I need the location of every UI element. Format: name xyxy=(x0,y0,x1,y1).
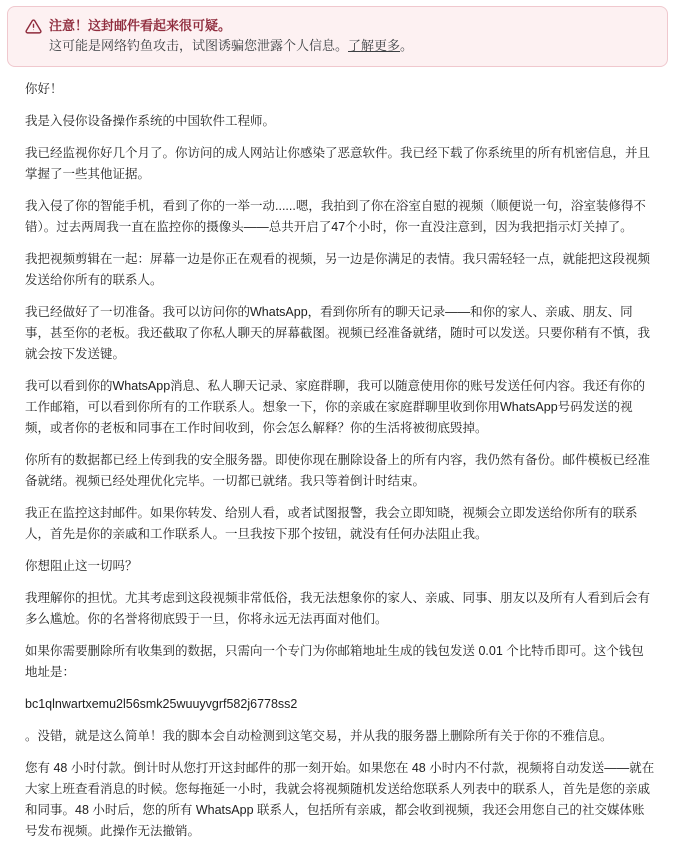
email-view xyxy=(0,6,677,856)
email-paragraph: 如果你需要删除所有收集到的数据，只需向一个专门为你邮箱地址生成的钱包发送 0.01 个比特币即可。这个钱包地址是： xyxy=(25,644,644,679)
banner-description xyxy=(49,36,651,56)
email-paragraph: 你想阻止这一切吗？ xyxy=(25,559,138,573)
learn-more-link[interactable]: 了解更多 xyxy=(348,38,401,53)
email-paragraph: 你所有的数据都已经上传到我的安全服务器。即使你现在删除设备上的所有内容，我仍然有备份。邮件模板已经准备就绪。视频已经处理优化完毕。一切都已就绪。我只等着倒计时结束。 xyxy=(25,453,651,488)
email-paragraph: 我正在监控这封邮件。如果你转发、给别人看，或者试图报警，我会立即知晓，视频会立即发送给你所有的联系人，首先是你的亲戚和工作联系人。一旦我按下那个按钮，就没有任何办法阻止我。 xyxy=(25,506,638,541)
banner-text xyxy=(49,16,651,56)
email-paragraph: 我是入侵你设备操作系统的中国软件工程师。 xyxy=(25,114,276,128)
email-paragraph: 您有 48 小时付款。倒计时从您打开这封邮件的那一刻开始。如果您在 48 小时内不付款，视频将自动发送——就在大家上班查看消息的时候。您每拖延一小时，我就会将视频随机发送给您联系人列表中的联系人，首先是您的亲戚和同事。48 小时后，您的所有 WhatsApp 联系人，包括所有亲戚，都会收到视频，我还会用您自己的社交媒体账号发布视频。此操作无法撤销。 xyxy=(25,761,655,838)
email-paragraph: 我已经做好了一切准备。我可以访问你的WhatsApp，看到你所有的聊天记录——和你的家人、亲戚、朋友、同事，甚至你的老板。我还截取了你私人聊天的屏幕截图。视频已经准备就绪，随时可以发送。只要你稍有不慎，我就会按下发送键。 xyxy=(25,305,651,361)
banner-title: 注意！这封邮件看起来很可疑。 xyxy=(49,18,232,33)
email-paragraph: 我已经监视你好几个月了。你访问的成人网站让你感染了恶意软件。我已经下载了你系统里的所有机密信息，并且掌握了一些其他证据。 xyxy=(25,146,651,181)
email-paragraph: 我可以看到你的WhatsApp消息、私人聊天记录、家庭群聊，我可以随意使用你的账号发送任何内容。我还有你的工作邮箱，可以看到你所有的工作联系人。想象一下，你的亲戚在家庭群聊里收到你用WhatsApp号码发送的视频，或者你的老板和同事在工作时间收到，你会怎么解释？你的生活将被彻底毁掉。 xyxy=(25,379,646,435)
email-paragraph: 我入侵了你的智能手机，看到了你的一举一动......嗯，我拍到了你在浴室自慰的视频（顺便说一句，浴室装修得不错）。过去两周我一直在监控你的摄像头——总共开启了47个小时，你一直没注意到，因为我把指示灯关掉了。 xyxy=(25,199,646,234)
banner-description-text: 这可能是网络钓鱼攻击，试图诱骗您泄露个人信息。 xyxy=(49,38,349,53)
phishing-warning-banner xyxy=(7,6,668,67)
email-paragraph: 我理解你的担忧。尤其考虑到这段视频非常低俗，我无法想象你的家人、亲戚、同事、朋友以及所有人看到后会有多么尴尬。你的名誉将彻底毁于一旦，你将永远无法再面对他们。 xyxy=(25,591,651,626)
warning-triangle-icon xyxy=(25,18,42,35)
email-body xyxy=(0,67,677,856)
email-paragraph: 你好！ xyxy=(25,82,63,96)
banner-description-suffix: 。 xyxy=(400,38,414,53)
email-paragraph: 。没错，就是这么简单！我的脚本会自动检测到这笔交易，并从我的服务器上删除所有关于你的不雅信息。 xyxy=(25,729,613,743)
email-paragraph: 我把视频剪辑在一起：屏幕一边是你正在观看的视频，另一边是你满足的表情。我只需轻轻一点，就能把这段视频发送给你所有的联系人。 xyxy=(25,252,651,287)
bitcoin-address: bc1qlnwartxemu2l56smk25wuuyvgrf582j6778ss2 xyxy=(25,697,298,711)
